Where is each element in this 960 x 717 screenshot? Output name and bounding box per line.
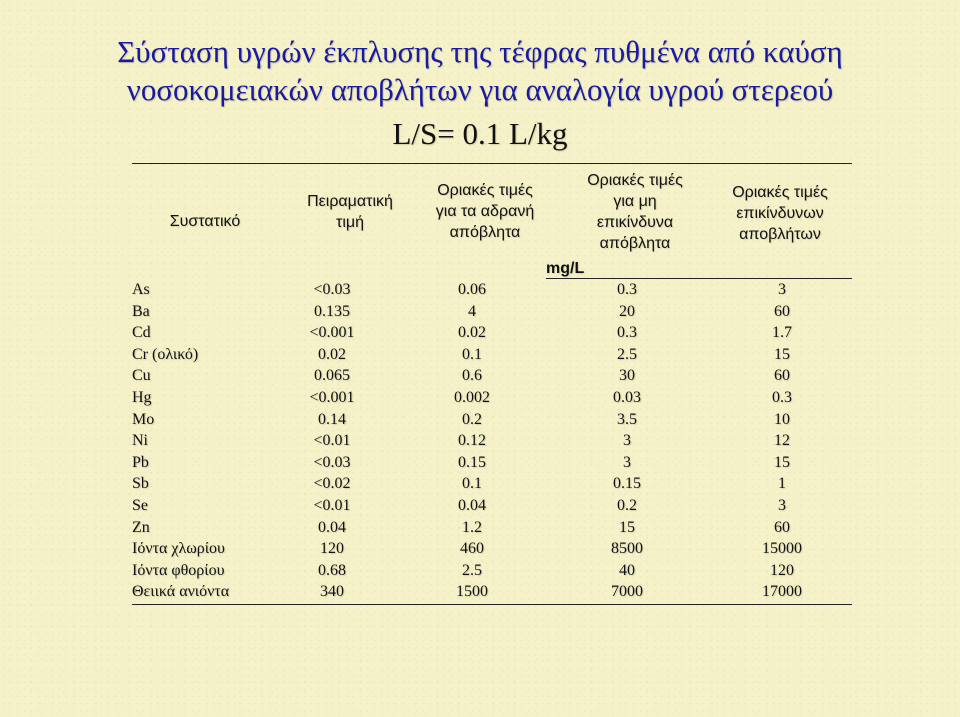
header-inert-line: για τα αδρανή bbox=[435, 203, 535, 220]
cell-inert: 0.12 bbox=[458, 432, 486, 450]
table-row bbox=[132, 495, 852, 517]
cell-inert: 1.2 bbox=[462, 518, 482, 536]
cell-component: Ni bbox=[132, 432, 148, 450]
header-non-hazardous-line: επικίνδυνα bbox=[596, 214, 674, 231]
cell-component: Ba bbox=[132, 302, 150, 320]
header-experimental-line: τιμή bbox=[336, 214, 364, 231]
cell-experimental: 0.135 bbox=[314, 302, 350, 320]
header-non-hazardous-line: για μη bbox=[613, 193, 657, 210]
cell-inert: 2.5 bbox=[462, 561, 482, 579]
header-hazardous-limits bbox=[705, 182, 855, 245]
cell-experimental: <0.001 bbox=[309, 324, 355, 342]
cell-inert: 460 bbox=[460, 540, 484, 558]
cell-component: Hg bbox=[132, 388, 152, 406]
cell-non-hazardous: 40 bbox=[619, 561, 635, 579]
cell-non-hazardous: 0.15 bbox=[613, 475, 641, 493]
cell-inert: 0.04 bbox=[458, 496, 486, 514]
cell-non-hazardous: 0.3 bbox=[617, 324, 637, 342]
header-hazardous-line: αποβλήτων bbox=[739, 226, 821, 243]
table-row bbox=[132, 430, 852, 452]
cell-non-hazardous: 7000 bbox=[611, 583, 643, 601]
table-row bbox=[132, 409, 852, 431]
slide-title-line-2: νοσοκομειακών αποβλήτων για αναλογία υγρού στερεού bbox=[126, 72, 834, 107]
cell-experimental: <0.01 bbox=[313, 496, 351, 514]
cell-component: Θειικά ανιόντα bbox=[132, 583, 230, 601]
cell-non-hazardous: 8500 bbox=[611, 540, 643, 558]
table-row bbox=[132, 452, 852, 474]
cell-inert: 0.02 bbox=[458, 324, 486, 342]
header-inert-line: Οριακές τιμές bbox=[437, 182, 533, 199]
table-row bbox=[132, 387, 852, 409]
cell-inert: 0.6 bbox=[462, 367, 482, 385]
cell-hazardous: 1 bbox=[778, 475, 786, 493]
cell-hazardous: 15000 bbox=[762, 540, 802, 558]
cell-inert: 4 bbox=[468, 302, 476, 320]
table-row bbox=[132, 322, 852, 344]
cell-experimental: 0.04 bbox=[318, 518, 346, 536]
cell-component: Sb bbox=[132, 475, 149, 493]
table-row bbox=[132, 301, 852, 323]
cell-component: Se bbox=[132, 496, 148, 514]
cell-non-hazardous: 3.5 bbox=[617, 410, 637, 428]
cell-experimental: 120 bbox=[320, 540, 344, 558]
cell-component: As bbox=[132, 281, 150, 298]
cell-inert: 0.2 bbox=[462, 410, 482, 428]
cell-experimental: 340 bbox=[320, 583, 344, 601]
cell-experimental: <0.01 bbox=[313, 432, 351, 450]
header-hazardous-line: Οριακές τιμές bbox=[732, 184, 828, 201]
cell-component: Mo bbox=[132, 410, 155, 428]
cell-experimental: <0.03 bbox=[313, 281, 351, 298]
cell-experimental: 0.065 bbox=[314, 367, 350, 385]
cell-hazardous: 60 bbox=[774, 367, 790, 385]
header-non-hazardous-line: Οριακές τιμές bbox=[587, 172, 683, 189]
cell-inert: 0.06 bbox=[458, 281, 486, 298]
header-inert-line: απόβλητα bbox=[449, 224, 521, 241]
cell-hazardous: 17000 bbox=[762, 583, 802, 601]
cell-component: Ιόντα φθορίου bbox=[132, 561, 225, 579]
cell-non-hazardous: 15 bbox=[619, 518, 635, 536]
cell-hazardous: 1.7 bbox=[772, 324, 792, 342]
table-row bbox=[132, 365, 852, 387]
cell-hazardous: 10 bbox=[774, 410, 790, 428]
table-row bbox=[132, 344, 852, 366]
table-row bbox=[132, 279, 852, 301]
cell-non-hazardous: 2.5 bbox=[617, 345, 637, 363]
cell-component: Cu bbox=[132, 367, 151, 385]
unit-label: mg/L bbox=[546, 260, 585, 277]
cell-inert: 0.15 bbox=[458, 453, 486, 471]
table-body bbox=[132, 279, 852, 603]
cell-experimental: 0.02 bbox=[318, 345, 346, 363]
cell-inert: 0.1 bbox=[462, 345, 482, 363]
header-experimental-line: Πειραματική bbox=[307, 193, 393, 210]
header-non-hazardous-line: απόβλητα bbox=[599, 235, 671, 252]
cell-non-hazardous: 3 bbox=[623, 453, 631, 471]
slide-subtitle-ratio: L/S= 0.1 L/kg bbox=[392, 116, 568, 151]
cell-non-hazardous: 20 bbox=[619, 302, 635, 320]
cell-hazardous: 15 bbox=[774, 345, 790, 363]
cell-experimental: <0.001 bbox=[309, 388, 355, 406]
cell-inert: 0.1 bbox=[462, 475, 482, 493]
cell-experimental: 0.14 bbox=[318, 410, 346, 428]
table-top-rule bbox=[132, 163, 852, 164]
table-row bbox=[132, 560, 852, 582]
cell-non-hazardous: 3 bbox=[623, 432, 631, 450]
cell-component: Zn bbox=[132, 518, 150, 536]
cell-component: Ιόντα χλωρίου bbox=[132, 540, 225, 558]
cell-hazardous: 0.3 bbox=[772, 388, 792, 406]
header-experimental-value bbox=[285, 191, 415, 233]
cell-non-hazardous: 0.2 bbox=[617, 496, 637, 514]
cell-hazardous: 15 bbox=[774, 453, 790, 471]
cell-experimental: 0.68 bbox=[318, 561, 346, 579]
cell-component: Pb bbox=[132, 453, 149, 471]
header-component: Συστατικό bbox=[169, 213, 241, 230]
cell-hazardous: 120 bbox=[770, 561, 794, 579]
table-row bbox=[132, 581, 852, 603]
cell-hazardous: 3 bbox=[778, 496, 786, 514]
cell-hazardous: 60 bbox=[774, 518, 790, 536]
cell-hazardous: 12 bbox=[774, 432, 790, 450]
cell-inert: 0.002 bbox=[454, 388, 490, 406]
table-row bbox=[132, 473, 852, 495]
table-row bbox=[132, 538, 852, 560]
cell-hazardous: 60 bbox=[774, 302, 790, 320]
cell-non-hazardous: 0.3 bbox=[617, 281, 637, 298]
cell-experimental: <0.02 bbox=[313, 475, 351, 493]
cell-component: Cd bbox=[132, 324, 151, 342]
slide-title-line-1: Σύσταση υγρών έκπλυσης της τέφρας πυθμένα από καύση bbox=[117, 34, 843, 69]
cell-non-hazardous: 30 bbox=[619, 367, 635, 385]
cell-component: Cr (ολικό) bbox=[132, 345, 199, 363]
header-inert-limits bbox=[415, 180, 555, 243]
header-hazardous-line: επικίνδυνων bbox=[736, 205, 824, 222]
table-row bbox=[132, 517, 852, 539]
cell-hazardous: 3 bbox=[778, 281, 786, 298]
table-bottom-rule bbox=[132, 604, 852, 605]
cell-experimental: <0.03 bbox=[313, 453, 351, 471]
cell-inert: 1500 bbox=[456, 583, 488, 601]
cell-non-hazardous: 0.03 bbox=[613, 388, 641, 406]
header-non-hazardous-limits bbox=[565, 170, 705, 254]
